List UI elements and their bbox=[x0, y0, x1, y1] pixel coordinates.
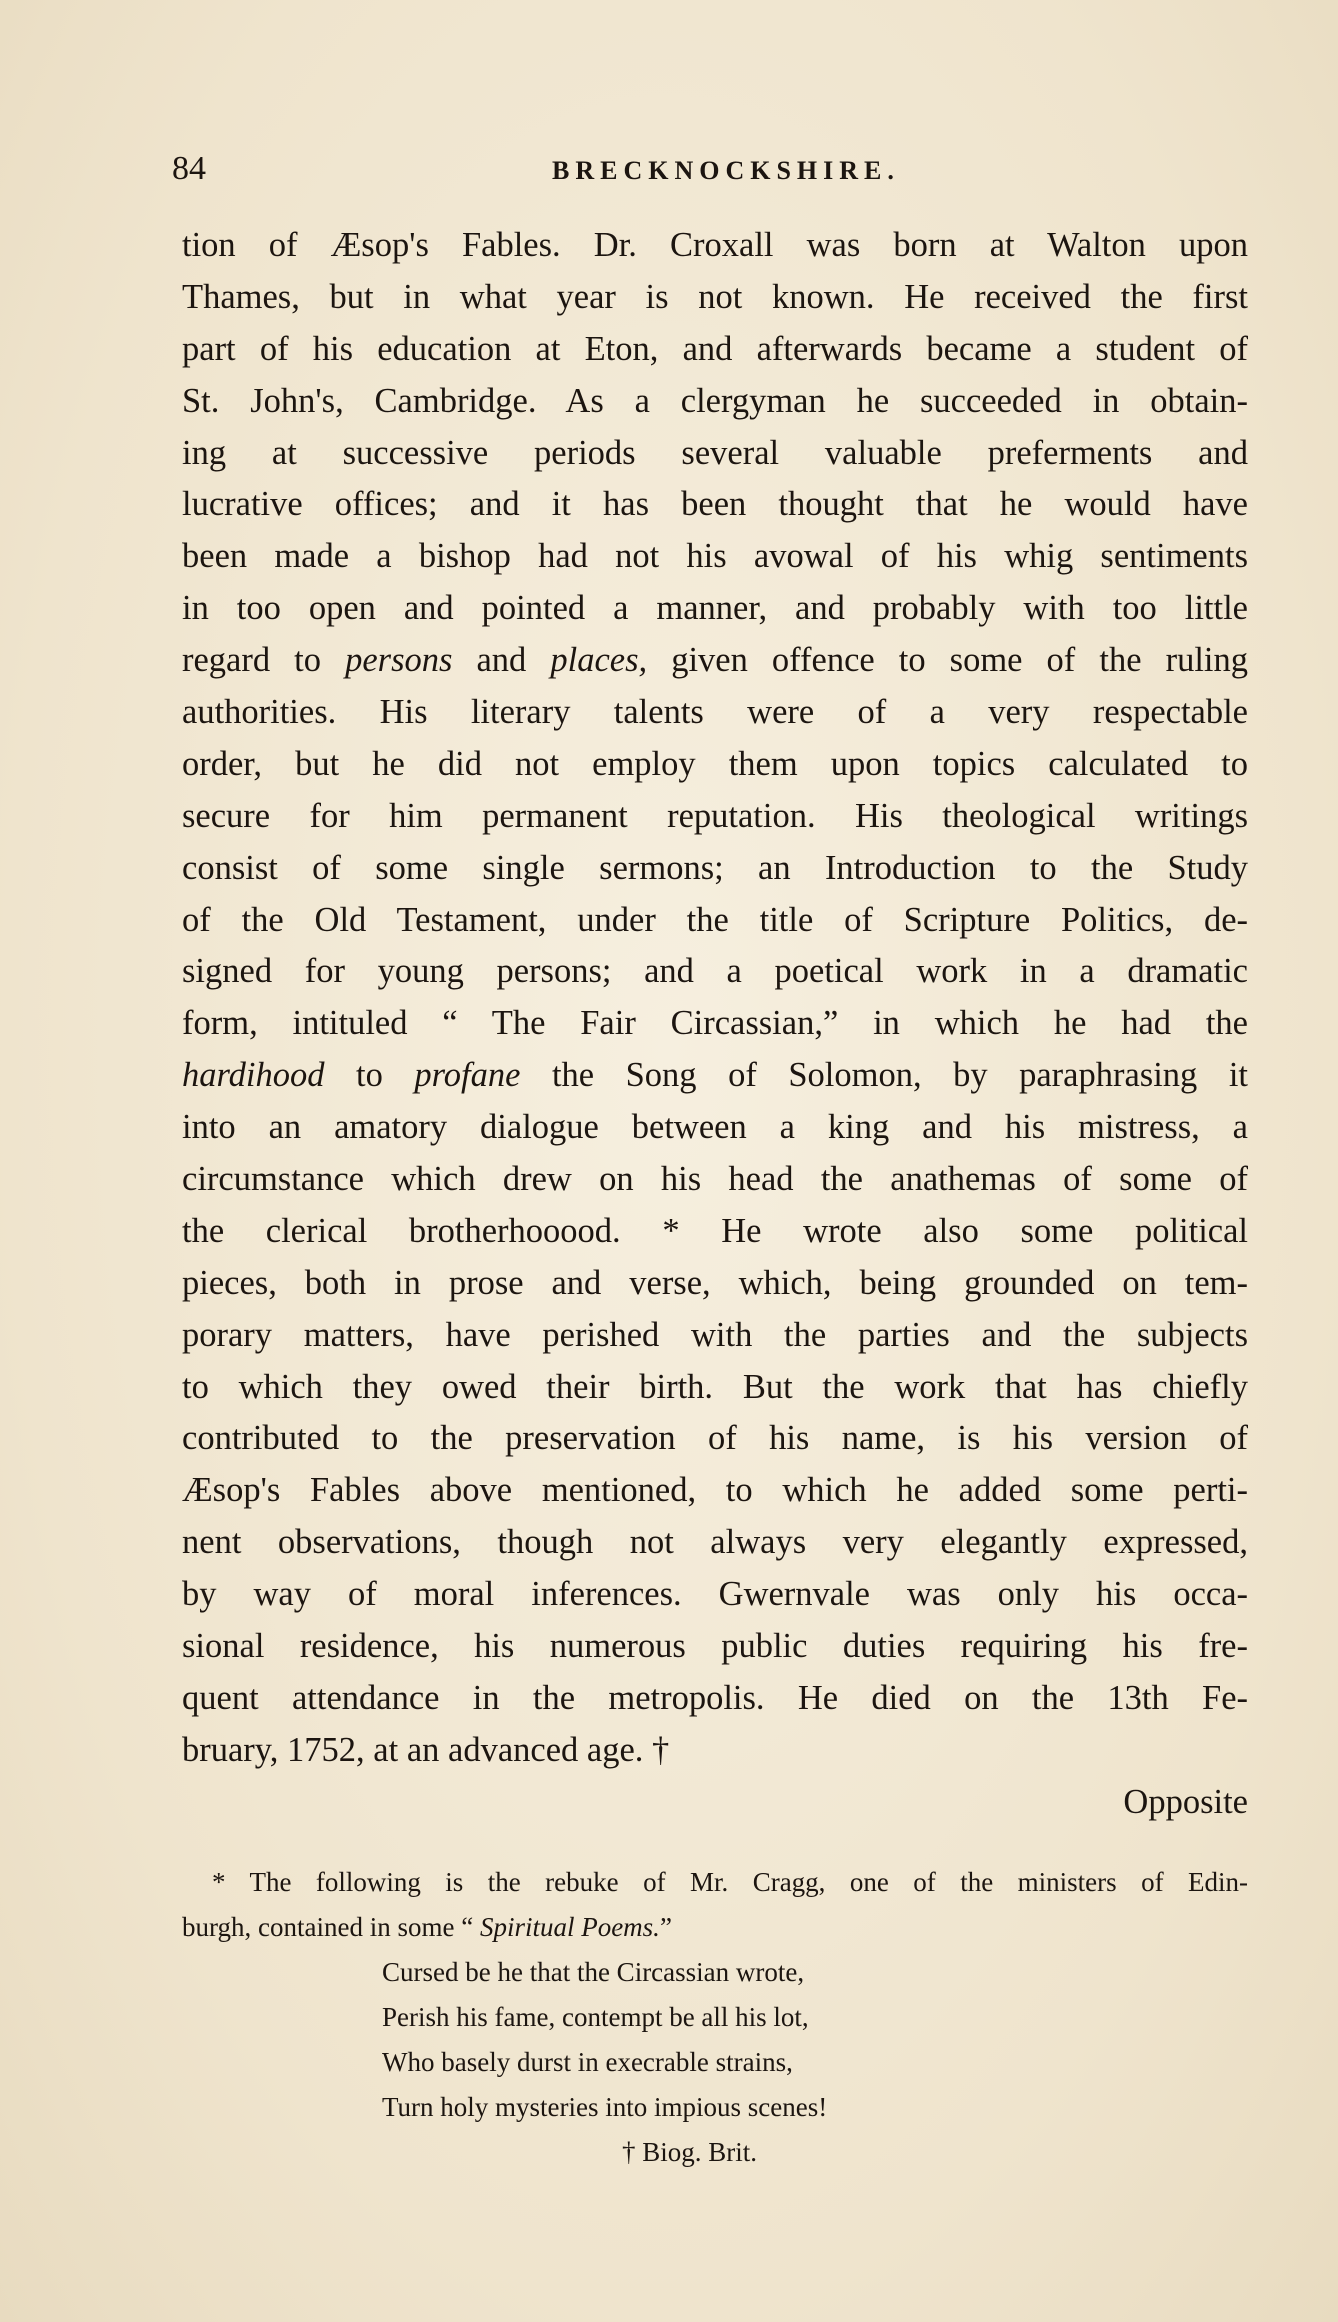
text-line: ing at successive periods several valuable preferments and bbox=[182, 433, 1248, 472]
text-line: Thames, but in what year is not known. He received the first bbox=[182, 277, 1248, 316]
text-run: burgh, contained in some “ bbox=[182, 1912, 480, 1942]
text-line: pieces, both in prose and verse, which, being grounded on tem- bbox=[182, 1263, 1248, 1302]
text-run: given offence to some of the ruling bbox=[647, 641, 1248, 680]
verse-line: Cursed be he that the Circassian wrote, bbox=[382, 1957, 805, 1987]
footnote-line bbox=[182, 1905, 1248, 1950]
text-run: regard to bbox=[182, 641, 346, 680]
footnote-line: * The following is the rebuke of Mr. Cragg, one of the ministers of Edin- bbox=[212, 1867, 1248, 1897]
text-line: to which they owed their birth. But the work that has chiefly bbox=[182, 1367, 1248, 1406]
page-header bbox=[172, 150, 1262, 194]
text-line: quent attendance in the metropolis. He died on the 13th Fe- bbox=[182, 1678, 1248, 1717]
text-line: tion of Æsop's Fables. Dr. Croxall was born at Walton upon bbox=[182, 226, 1248, 264]
verse-line: Perish his fame, contempt be all his lot, bbox=[382, 2002, 809, 2032]
italic-hardihood: hardihood bbox=[182, 1056, 325, 1095]
text-line: into an amatory dialogue between a king and his mistress, a bbox=[182, 1108, 1248, 1147]
text-line: contributed to the preservation of his name, is his version of bbox=[182, 1419, 1248, 1458]
verse-line: Who basely durst in execrable strains, bbox=[382, 2047, 793, 2077]
running-head: BRECKNOCKSHIRE. bbox=[552, 156, 900, 185]
text-line bbox=[182, 635, 1248, 687]
italic-spiritual-poems: Spiritual Poems. bbox=[479, 1912, 660, 1942]
text-line: nent observations, though not always very elegantly expressed, bbox=[182, 1523, 1248, 1562]
text-line: in too open and pointed a manner, and probably with too little bbox=[182, 589, 1248, 628]
text-line: sional residence, his numerous public duties requiring his fre- bbox=[182, 1627, 1248, 1666]
text-line: bruary, 1752, at an advanced age. † bbox=[182, 1730, 670, 1769]
text-line: circumstance which drew on his head the anathemas of some of bbox=[182, 1160, 1248, 1199]
text-line: authorities. His literary talents were of a very respectable bbox=[182, 693, 1248, 732]
text-line: been made a bishop had not his avowal of his whig sentiments bbox=[182, 537, 1248, 576]
page-number: 84 bbox=[172, 150, 206, 187]
text-line: Æsop's Fables above mentioned, to which he added some perti- bbox=[182, 1471, 1248, 1510]
text-line: the clerical brotherhooood. * He wrote also some political bbox=[182, 1211, 1248, 1250]
text-run: and bbox=[452, 641, 551, 680]
text-line: of the Old Testament, under the title of Scripture Politics, de- bbox=[182, 900, 1248, 939]
text-line: form, intituled “ The Fair Circassian,” in which he had the bbox=[182, 1004, 1248, 1043]
text-run: to bbox=[324, 1056, 415, 1095]
italic-persons: persons bbox=[345, 641, 453, 680]
footnotes bbox=[182, 1860, 1248, 2175]
catchword: Opposite bbox=[1123, 1782, 1248, 1821]
text-line bbox=[182, 1050, 1248, 1102]
text-line: signed for young persons; and a poetical work in a dramatic bbox=[182, 952, 1248, 991]
text-line: order, but he did not employ them upon topics calculated to bbox=[182, 744, 1248, 783]
text-line: lucrative offices; and it has been thought that he would have bbox=[182, 485, 1248, 524]
footnote-citation: † Biog. Brit. bbox=[622, 2137, 758, 2167]
italic-profane: profane bbox=[414, 1056, 521, 1095]
text-line: part of his education at Eton, and afterwards became a student of bbox=[182, 329, 1248, 368]
text-run: ” bbox=[659, 1912, 672, 1942]
text-line: St. John's, Cambridge. As a clergyman he succeeded in obtain- bbox=[182, 381, 1248, 420]
text-run: the Song of Solomon, by paraphrasing it bbox=[520, 1056, 1248, 1095]
text-line: consist of some single sermons; an Introduction to the Study bbox=[182, 848, 1248, 887]
body-text bbox=[182, 220, 1248, 1829]
verse-line: Turn holy mysteries into impious scenes! bbox=[382, 2092, 828, 2122]
text-line: by way of moral inferences. Gwernvale was only his occa- bbox=[182, 1575, 1248, 1614]
text-line: porary matters, have perished with the parties and the subjects bbox=[182, 1315, 1248, 1354]
italic-places: places, bbox=[550, 641, 648, 680]
text-line: secure for him permanent reputation. His theological writings bbox=[182, 796, 1248, 835]
